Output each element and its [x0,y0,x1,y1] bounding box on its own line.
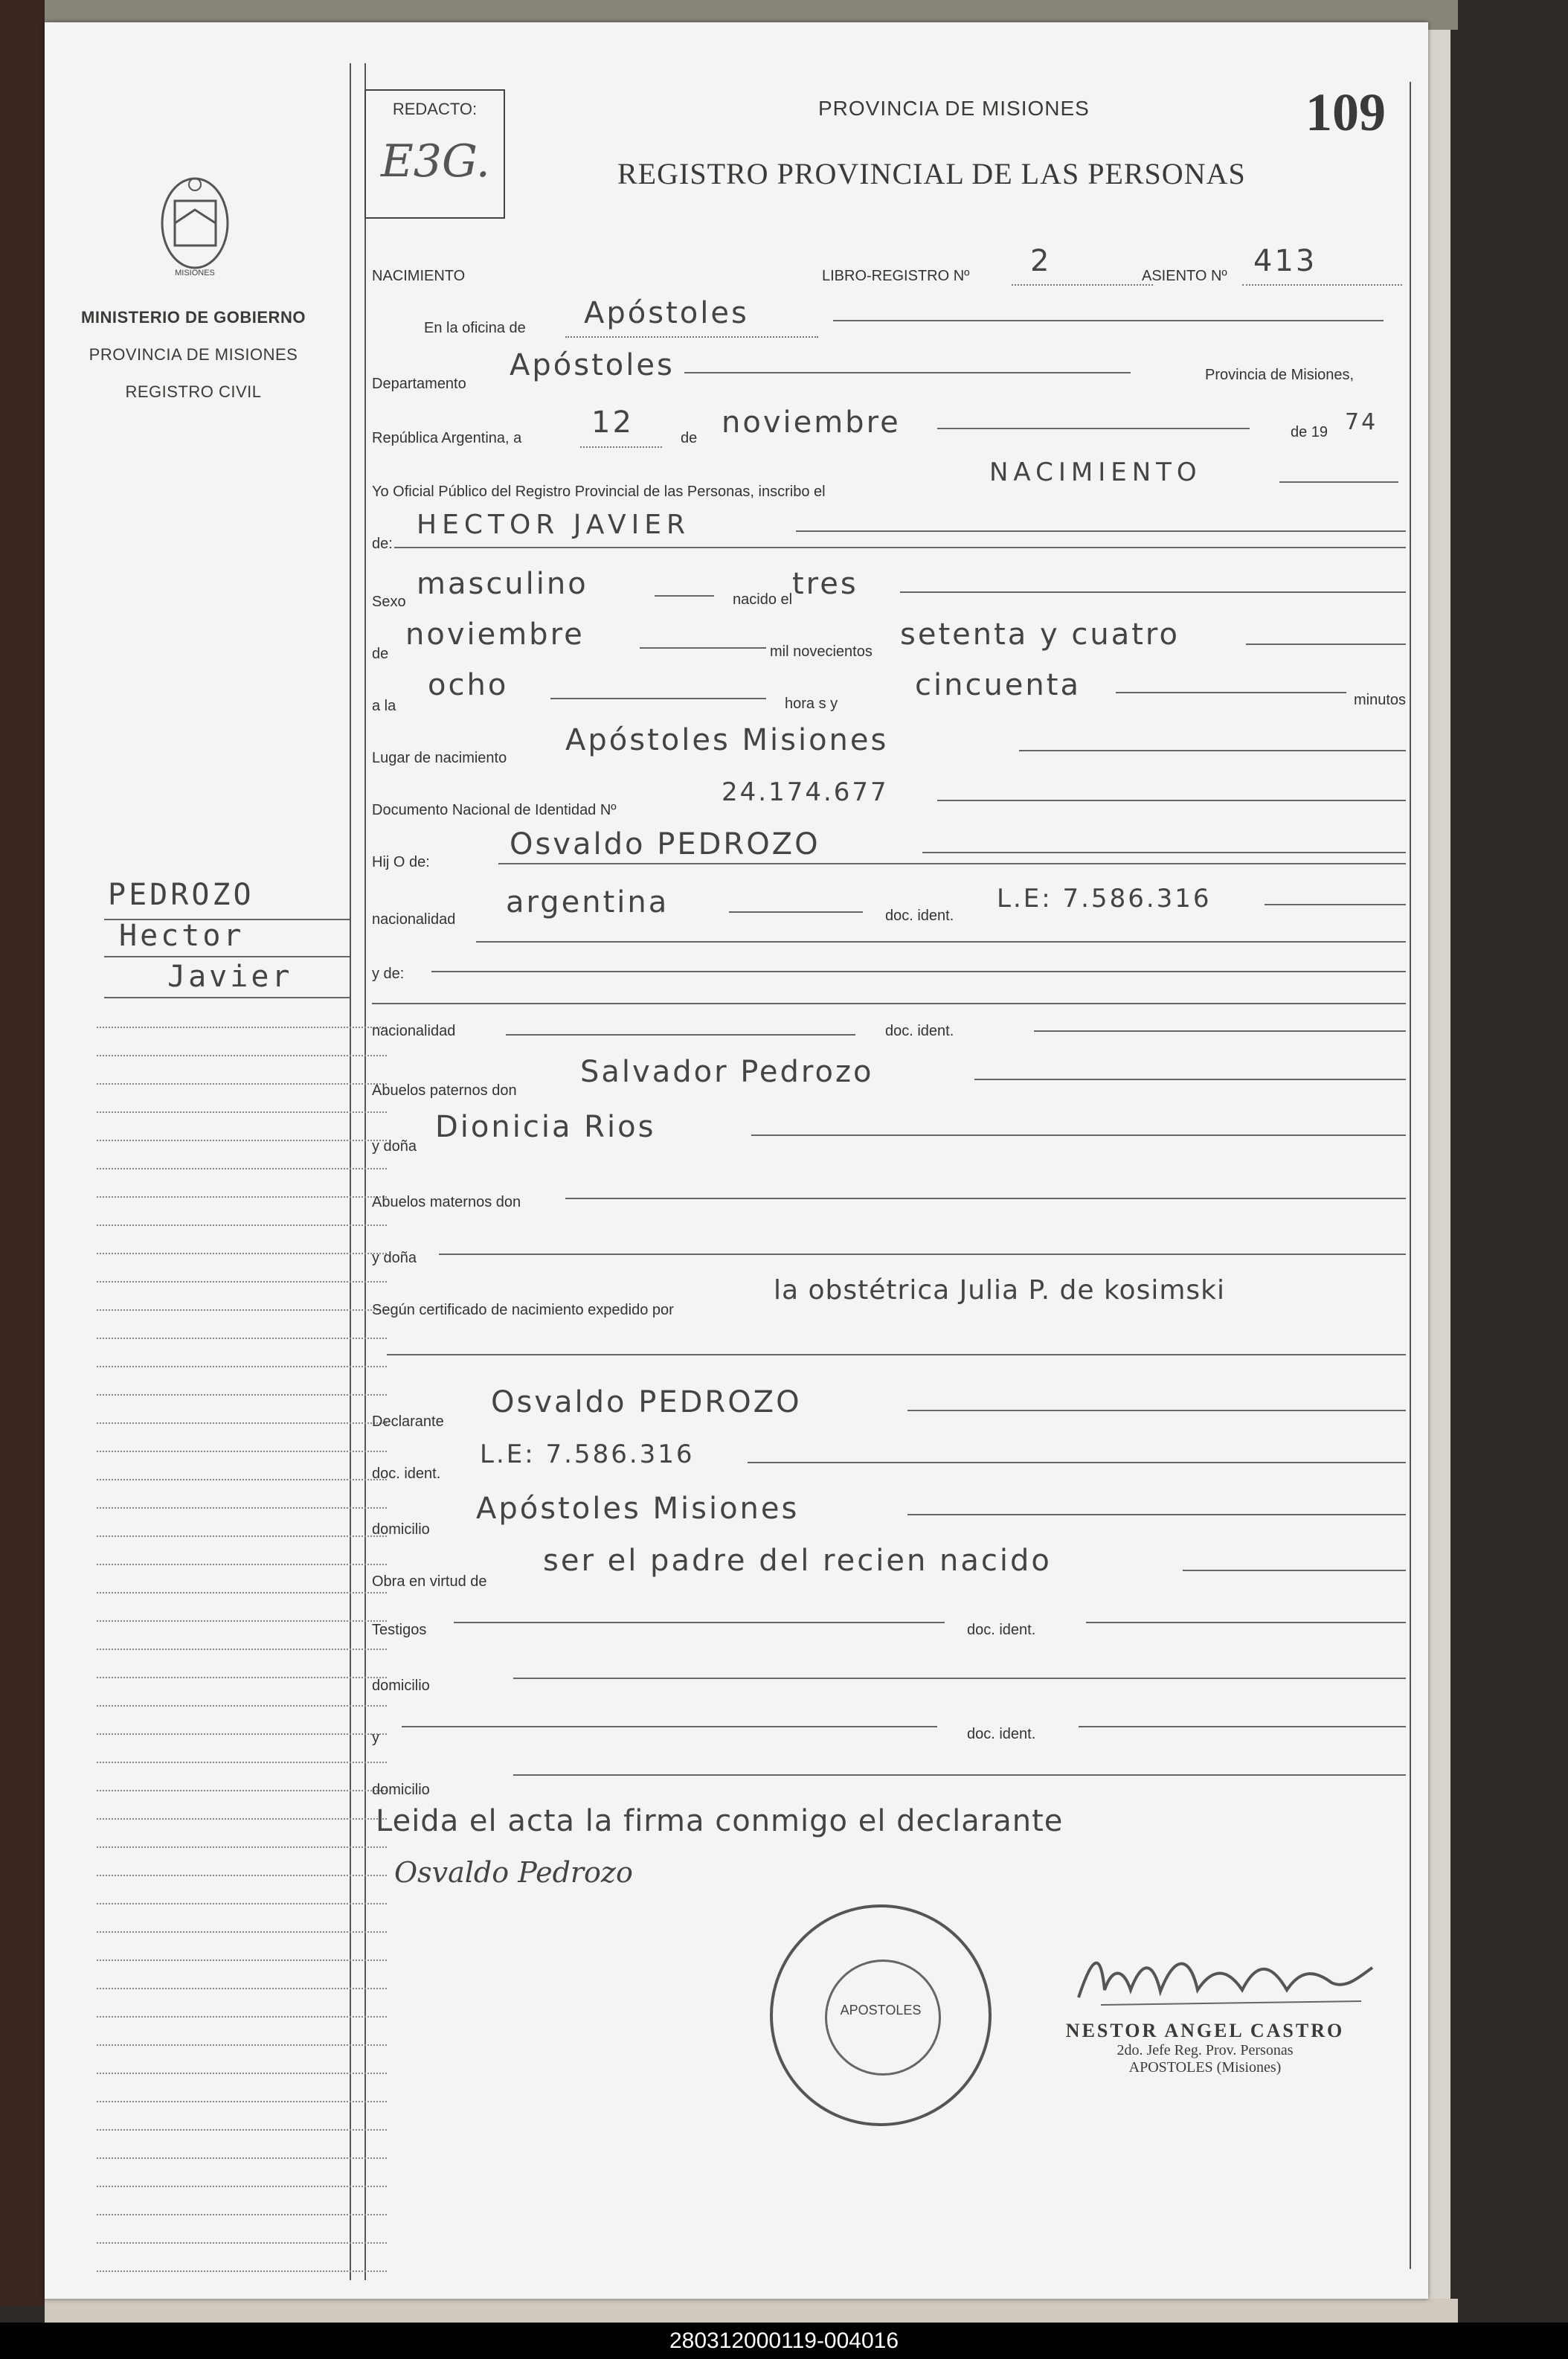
fill-line [1086,1622,1406,1623]
nombre-inscripto: HECTOR JAVIER [417,510,691,540]
margin-dotted-line [97,2129,387,2131]
de2-label: de [372,646,389,662]
docident3-label: doc. ident. [372,1466,441,1482]
abuelos-paternos-label: Abuelos paternos don [372,1082,517,1099]
leida-text: Leida el acta la firma conmigo el declarante [376,1804,1064,1838]
act-type-label: NACIMIENTO [372,268,466,284]
margin-underline [104,956,350,957]
registry-title: REGISTRO PROVINCIAL DE LAS PERSONAS [617,157,1246,190]
margin-rule-inner [364,63,366,2280]
margin-dotted-line [97,1111,387,1113]
republica-label: República Argentina, a [372,430,522,446]
fill-line [974,1079,1406,1080]
fill-line [748,1462,1406,1463]
nacido-anio: setenta y cuatro [900,617,1180,652]
certificado-value: la obstétrica Julia P. de kosimski [774,1275,1226,1306]
margin-dotted-line [97,1451,387,1452]
margin-dotted-line [97,1422,387,1424]
margin-dotted-line [97,1535,387,1537]
margin-dotted-line [97,1338,387,1339]
official-signature [1071,1938,1384,2020]
asiento-label: ASIENTO Nº [1142,268,1227,284]
dotted-line [1242,284,1402,286]
minuto-value: cincuenta [915,668,1081,702]
domicilio-value: Apóstoles Misiones [476,1492,800,1526]
fill-line [1116,692,1346,693]
oficina-value: Apóstoles [584,296,749,330]
fecha-anio: 74 [1345,409,1378,435]
fill-line [907,1514,1406,1515]
fill-line [640,647,766,649]
fill-line [833,320,1384,321]
fill-line [1183,1570,1406,1571]
abuelo-paterno: Salvador Pedrozo [580,1055,874,1089]
doc-declarante: L.E: 7.586.316 [480,1440,695,1469]
segun-label: Según certificado de nacimiento expedido por [372,1302,674,1318]
margin-dotted-line [97,1479,387,1480]
dotted-line [580,446,662,448]
padre-nombre: Osvaldo PEDROZO [510,827,820,861]
margin-dotted-line [97,1818,387,1820]
nacionalidad2-label: nacionalidad [372,1023,456,1039]
margin-dotted-line [97,2073,387,2074]
fill-line [372,1003,1406,1004]
lugar-value: Apóstoles Misiones [565,723,889,757]
registry-name: REGISTRO CIVIL [125,382,262,401]
fill-line [1019,750,1406,751]
dotted-line [1012,284,1153,286]
margin-dotted-line [97,1027,387,1028]
hora-value: ocho [428,668,509,702]
declarante-nombre: Osvaldo PEDROZO [491,1385,802,1419]
right-rule [1410,82,1411,2269]
fill-line [1034,1030,1406,1032]
margin-dotted-line [97,1903,387,1904]
header-province: PROVINCIA DE MISIONES [818,97,1090,120]
margin-dotted-line [97,1366,387,1367]
fill-line [550,698,766,699]
redacto-initials: E3G. [381,135,490,187]
fill-line [937,428,1250,429]
margin-dotted-line [97,1846,387,1848]
minutos-label: minutos [1354,692,1407,708]
fill-line [655,595,714,597]
margin-dotted-line [97,2214,387,2215]
oficial-label: Yo Oficial Público del Registro Provincial de las Personas, inscribo el [372,484,826,500]
margin-dotted-line [97,2242,387,2244]
official-stamp [770,1904,992,2126]
fill-line [394,547,1406,548]
docident2-label: doc. ident. [885,1023,954,1039]
fill-line [476,941,1406,943]
horas-label: hora s y [785,696,838,712]
fill-line [402,1726,937,1727]
domicilio2-label: domicilio [372,1678,430,1694]
doc-padre: L.E: 7.586.316 [997,884,1212,914]
docident5-label: doc. ident. [967,1726,1036,1742]
page-number: 109 [1305,83,1386,142]
abuelos-maternos-label: Abuelos maternos don [372,1194,521,1210]
declarante-signature: Osvaldo Pedrozo [394,1856,633,1889]
fill-line [729,911,863,913]
oficina-label: En la oficina de [424,320,526,336]
abuela-paterna: Dionicia Rios [435,1110,656,1144]
departamento-label: Departamento [372,376,466,392]
margin-dotted-line [97,1960,387,1961]
domicilio3-label: domicilio [372,1782,430,1798]
declarante-label: Declarante [372,1413,444,1430]
image-id-footer: 280312000119-004016 [0,2323,1568,2359]
nacionalidad-label: nacionalidad [372,911,456,928]
margin-rule [350,63,351,2280]
margin-dotted-line [97,1140,387,1141]
fill-line [565,1198,1406,1199]
margin-dotted-line [97,1733,387,1735]
margin-dotted-line [97,2016,387,2018]
margin-dotted-line [97,2157,387,2159]
registry-page [45,22,1428,2299]
margin-dotted-line [97,2101,387,2102]
margin-dotted-line [97,1592,387,1593]
margin-dotted-line [97,1875,387,1876]
margin-dotted-line [97,1055,387,1056]
acta-tipo: NACIMIENTO [989,458,1202,487]
fecha-dia: 12 [591,405,634,440]
docident-label: doc. ident. [885,908,954,924]
fill-line [431,971,1406,972]
margin-dotted-line [97,1168,387,1169]
margin-dotted-line [97,1677,387,1678]
margin-dotted-line [97,1225,387,1226]
dotted-line [565,336,818,338]
margin-dotted-line [97,1253,387,1254]
docident4-label: doc. ident. [967,1622,1036,1638]
margin-dotted-line [97,1762,387,1763]
margin-dotted-line [97,1705,387,1707]
redacto-box [364,89,505,219]
margin-dotted-line [97,1790,387,1791]
official-place: APOSTOLES (Misiones) [1128,2059,1282,2076]
margin-dotted-line [97,1507,387,1509]
fill-line [454,1622,945,1623]
nacido-label: nacido el [733,591,793,608]
margin-dotted-line [97,1394,387,1396]
lugar-label: Lugar de nacimiento [372,750,507,766]
margin-underline [104,919,350,920]
ala-label: a la [372,698,396,714]
obra-label: Obra en virtud de [372,1573,487,1590]
fill-line [506,1034,855,1036]
de-label: de [681,430,698,446]
obra-value: ser el padre del recien nacido [543,1544,1052,1578]
margin-dotted-line [97,2186,387,2187]
margin-dotted-line [97,1281,387,1283]
fill-line [513,1678,1406,1679]
libro-value: 2 [1030,244,1052,278]
margin-dotted-line [97,1564,387,1565]
margin-dotted-line [97,2270,387,2272]
fecha-mes: noviembre [722,405,901,440]
y-label: y [372,1730,379,1746]
official-name: NESTOR ANGEL CASTRO [1065,2020,1345,2041]
provincia-label: Provincia de Misiones, [1205,367,1355,383]
fill-line [1246,643,1406,645]
margin-dotted-line [97,1083,387,1085]
seal-text: MISIONES [175,269,215,277]
fill-line [1079,1726,1406,1727]
redacto-label: REDACTO: [392,100,478,118]
fill-line [387,1354,1406,1355]
margin-surname: PEDROZO [108,878,254,912]
asiento-value: 413 [1253,244,1317,278]
fill-line [937,800,1406,801]
yde-label: y de: [372,966,405,982]
fill-line [684,372,1131,373]
fill-line [439,1254,1406,1255]
margin-middlename: Javier [167,960,293,994]
margin-dotted-line [97,1196,387,1198]
official-role: 2do. Jefe Reg. Prov. Personas [1116,2042,1294,2058]
fill-line [922,852,1406,853]
sexo-label: Sexo [372,594,406,610]
anio-label: de 19 [1291,424,1328,440]
dni-label: Documento Nacional de Identidad Nº [372,802,617,818]
ministry-name: MINISTERIO DE GOBIERNO [81,308,306,327]
domicilio-label: domicilio [372,1521,430,1538]
ydona2-label: y doña [372,1250,417,1266]
margin-dotted-line [97,2044,387,2046]
nacionalidad-padre: argentina [506,885,669,919]
fill-line [796,530,1406,532]
testigos-label: Testigos [372,1622,427,1638]
official-block [1045,2020,1365,2076]
page-edge [1428,30,1450,2299]
fill-line [751,1134,1406,1136]
fill-line [498,863,1406,864]
margin-firstname: Hector [119,919,245,953]
de-colon-label: de: [372,536,393,552]
margin-dotted-line [97,1649,387,1650]
fill-line [907,1410,1406,1411]
departamento-value: Apóstoles [510,348,675,382]
fill-line [1265,904,1406,905]
page-edge-bottom [45,2299,1458,2323]
fill-line [900,591,1406,593]
margin-dotted-line [97,1988,387,1989]
stamp-text: APOSTOLES [840,2003,922,2018]
sexo-value: masculino [417,567,588,601]
province-name: PROVINCIA DE MISIONES [89,345,298,364]
nacido-dia: tres [792,567,858,601]
provincial-seal [156,171,234,283]
margin-dotted-line [97,1620,387,1622]
libro-label: LIBRO-REGISTRO Nº [822,268,970,284]
nacido-mes: noviembre [405,617,585,652]
margin-underline [104,997,350,998]
ydona-label: y doña [372,1138,417,1155]
margin-dotted-line [97,1309,387,1311]
fill-line [513,1774,1406,1776]
mil-label: mil novecientos [770,643,873,660]
fill-line [1279,481,1398,483]
ministry-block [74,299,312,411]
hijo-label: Hij O de: [372,854,430,870]
margin-dotted-line [97,1931,387,1933]
dni-value: 24.174.677 [722,777,889,807]
